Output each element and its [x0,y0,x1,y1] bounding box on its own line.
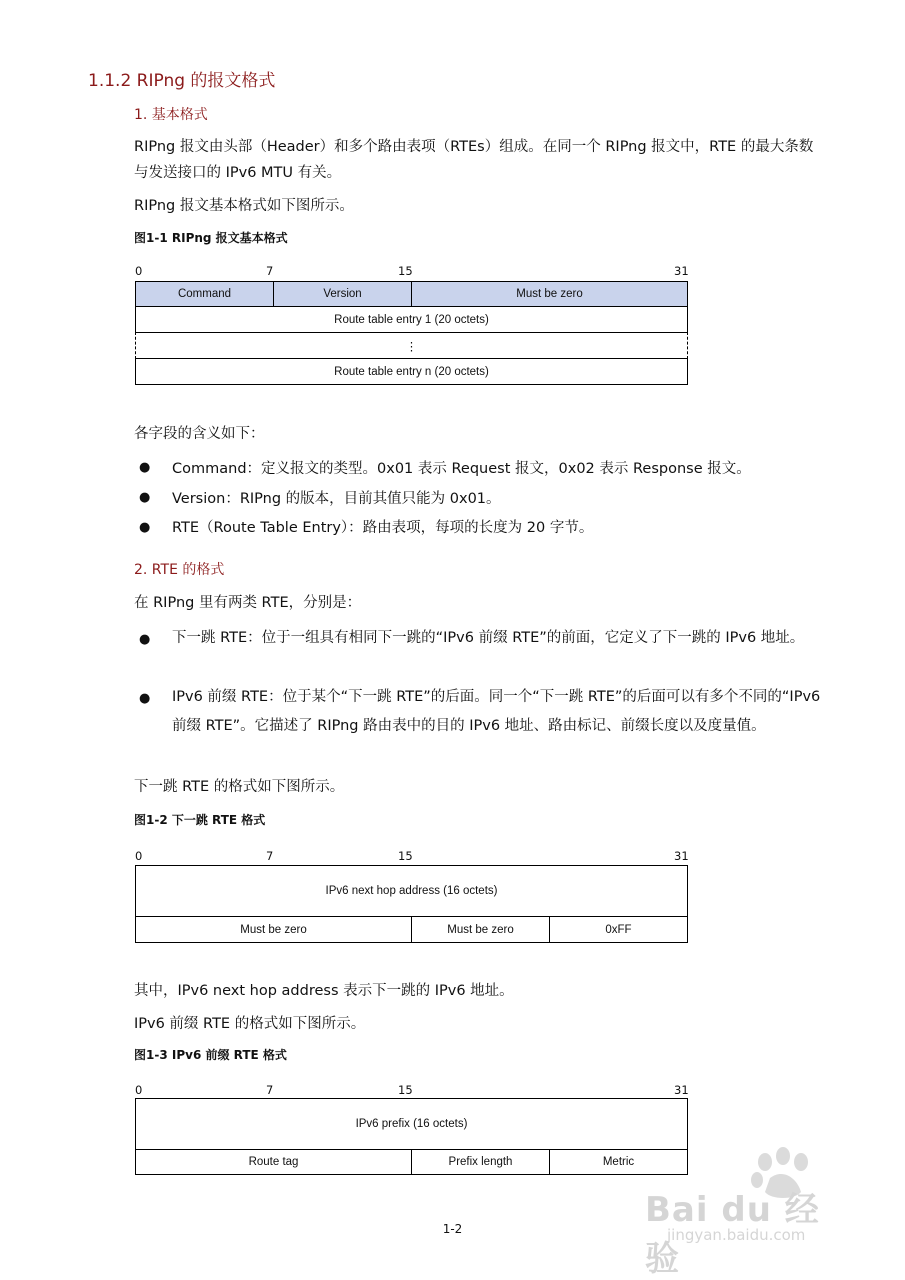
bit-tick-31: 31 [674,264,689,278]
rte-types-intro: 在 RIPng 里有两类 RTE，分别是： [134,595,362,611]
bit-tick-15: 15 [398,264,413,278]
watermark-url: jingyan.baidu.com [667,1226,806,1244]
bullet-command: Command：定义报文的类型。0x01 表示 Request 报文，0x02 表示 Response 报文。 [172,461,751,477]
route-table-entry-1: Route table entry 1 (20 octets) [135,306,688,333]
bit-tick-7: 7 [266,849,274,863]
figure-caption-3: 图1-3 IPv6 前缀 RTE 格式 [134,1048,287,1062]
bit-tick-0: 0 [135,264,143,278]
bit-tick-31: 31 [674,1083,689,1097]
paragraph-header-description: RIPng 报文由头部（Header）和多个路由表项（RTEs）组成。在同一个 RIPng 报文中，RTE 的最大条数与发送接口的 IPv6 MTU 有关。 [134,139,814,181]
bullet-dot-icon: ● [139,520,151,535]
metric-field: Metric [549,1149,688,1175]
prefix-figure-intro: IPv6 前缀 RTE 的格式如下图所示。 [134,1016,366,1032]
bit-tick-7: 7 [266,264,274,278]
must-be-zero-field: Must be zero [411,916,550,943]
section-heading: 1.1.2 RIPng 的报文格式 [88,71,276,91]
route-table-entry-ellipsis: ⋮ [135,332,688,359]
ipv6-prefix-field: IPv6 prefix (16 octets) [135,1098,688,1150]
route-tag-field: Route tag [135,1149,412,1175]
bit-tick-7: 7 [266,1083,274,1097]
must-be-zero-field: Must be zero [135,916,412,943]
bullet-dot-icon: ● [139,632,151,647]
bit-tick-0: 0 [135,849,143,863]
baidu-jingyan-watermark [645,1140,845,1279]
oxff-field: 0xFF [549,916,688,943]
route-table-entry-n: Route table entry n (20 octets) [135,358,688,385]
figure-caption-1: 图1-1 RIPng 报文基本格式 [134,231,288,245]
prefix-length-field: Prefix length [411,1149,550,1175]
ipv6-next-hop-address-field: IPv6 next hop address (16 octets) [135,865,688,917]
bullet-rte: RTE（Route Table Entry）：路由表项，每项的长度为 20 字节。 [172,520,594,536]
bit-tick-15: 15 [398,849,413,863]
nexthop-figure-intro: 下一跳 RTE 的格式如下图所示。 [134,779,345,795]
bullet-nexthop-rte: 下一跳 RTE：位于一组具有相同下一跳的“IPv6 前缀 RTE”的前面，它定义了下一跳的 IPv6 地址。 [172,630,805,646]
bullet-dot-icon: ● [139,490,151,505]
version-field: Version [273,281,412,307]
bit-tick-0: 0 [135,1083,143,1097]
page-number: 1-2 [442,1222,463,1236]
bullet-dot-icon: ● [139,460,151,475]
bullet-prefix-rte: IPv6 前缀 RTE：位于某个“下一跳 RTE”的后面。同一个“下一跳 RTE”的后面可以有多个不同的“IPv6 前缀 RTE”。它描述了 RIPng 路由表中的目的 IPv6 地址、路由标记、前缀长度以及度量值。 [172,689,821,734]
bullet-dot-icon: ● [139,691,151,706]
paragraph-figure-intro: RIPng 报文基本格式如下图所示。 [134,198,354,214]
fields-intro: 各字段的含义如下： [134,426,265,442]
nexthop-address-note: 其中，IPv6 next hop address 表示下一跳的 IPv6 地址。 [134,983,514,999]
bullet-version: Version：RIPng 的版本，目前其值只能为 0x01。 [172,491,501,507]
watermark-brand: Bai du 经验 [645,1190,820,1279]
command-field: Command [135,281,274,307]
subsection-title-basic-format: 1. 基本格式 [134,107,208,123]
bit-tick-31: 31 [674,849,689,863]
bit-tick-15: 15 [398,1083,413,1097]
figure-caption-2: 图1-2 下一跳 RTE 格式 [134,813,266,827]
subsection-title-rte-format: 2. RTE 的格式 [134,562,225,578]
must-be-zero-field: Must be zero [411,281,688,307]
